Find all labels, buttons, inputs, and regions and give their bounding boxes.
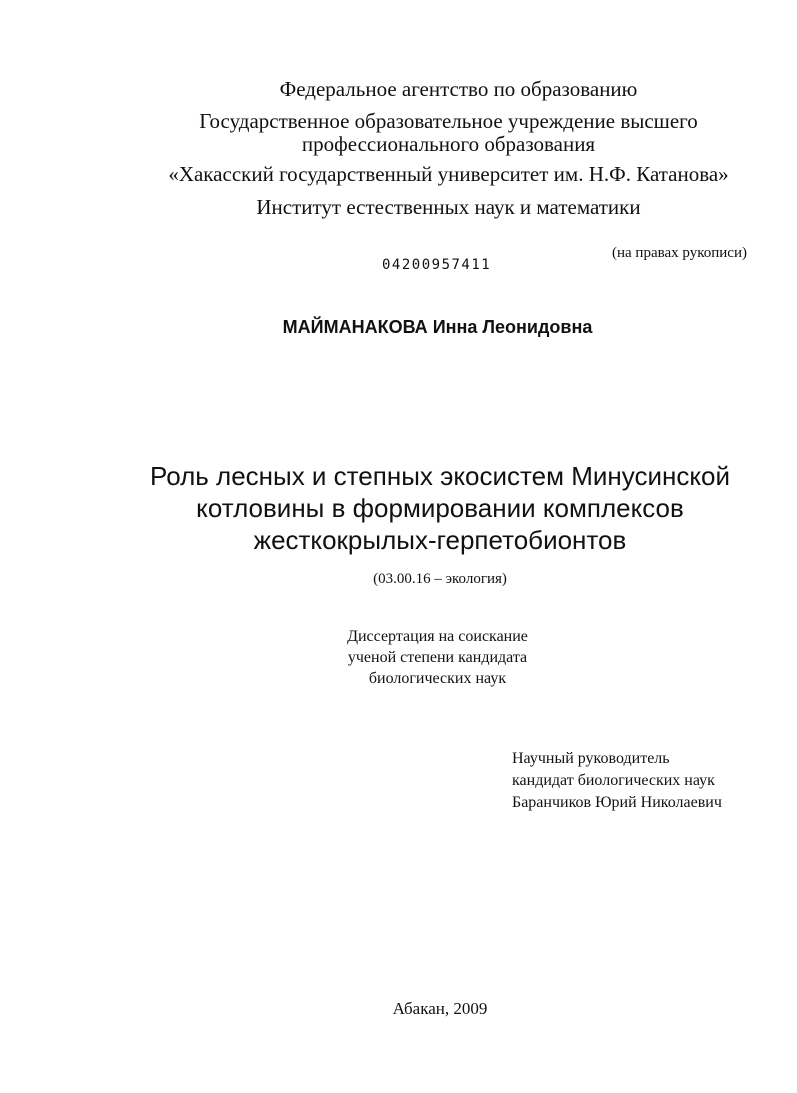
supervisor-role: Научный руководитель xyxy=(512,750,670,767)
specialty-code: (03.00.16 – экология) xyxy=(373,571,507,587)
supervisor-degree: кандидат биологических наук xyxy=(512,772,715,789)
degree-line-3: биологических наук xyxy=(368,670,507,687)
title-line-2: котловины в формировании комплексов xyxy=(196,493,684,523)
document-number: 04200957411 xyxy=(382,257,492,273)
university-name: «Хакасский государственный университет им. Н.Ф. Катанова» xyxy=(168,162,729,186)
supervisor-block xyxy=(512,748,722,814)
agency-name: Федеральное агентство по образованию xyxy=(279,77,638,101)
degree-line-2: ученой степени кандидата xyxy=(347,649,528,666)
degree-statement xyxy=(200,626,675,689)
title-line-1: Роль лесных и степных экосистем Минусинской xyxy=(150,461,730,491)
degree-line-1: Диссертация на соискание xyxy=(347,628,528,645)
title-line-3: жесткокрылых-герпетобионтов xyxy=(253,525,627,555)
manuscript-note: (на правах рукописи) xyxy=(612,245,747,261)
dissertation-title xyxy=(135,460,745,556)
supervisor-name: Баранчиков Юрий Николаевич xyxy=(512,794,722,811)
author-name xyxy=(0,316,797,338)
institution-line-1: Государственное образовательное учреждение высшего xyxy=(199,109,698,133)
author-given-names: Инна Леонидовна xyxy=(432,317,593,337)
institute-name: Институт естественных наук и математики xyxy=(256,195,641,219)
institution-line-2: профессионального образования xyxy=(301,132,596,156)
place-year: Абакан, 2009 xyxy=(392,999,488,1018)
author-surname: МАЙМАНАКОВА xyxy=(282,317,428,337)
